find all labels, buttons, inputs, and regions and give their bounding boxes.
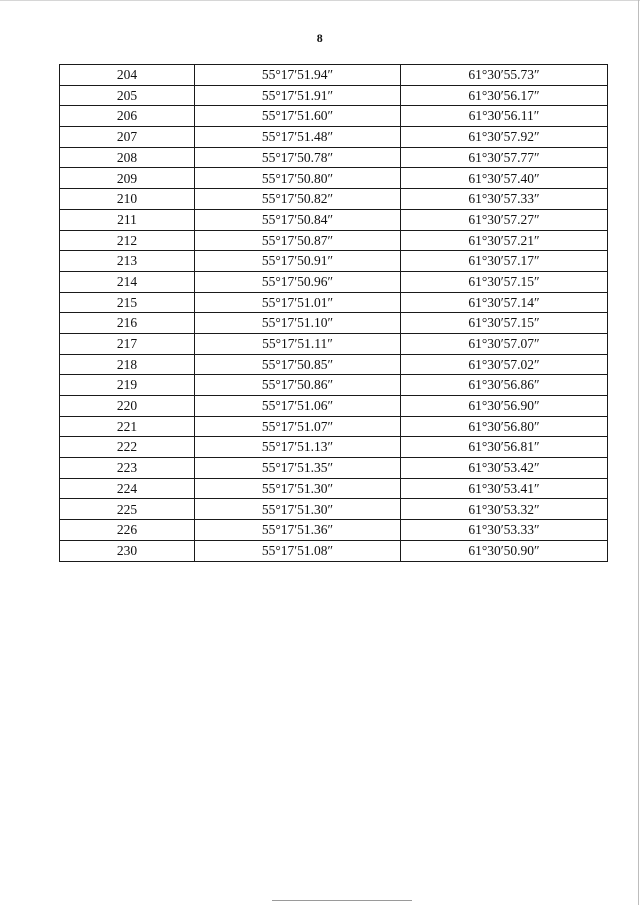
- longitude-cell: 61°30′57.21″: [401, 230, 608, 251]
- point-number-cell: 214: [60, 271, 195, 292]
- latitude-cell: 55°17′51.07″: [195, 416, 401, 437]
- page-bottom-mark: [272, 900, 412, 901]
- point-number-cell: 215: [60, 292, 195, 313]
- point-number-cell: 206: [60, 106, 195, 127]
- point-number-cell: 216: [60, 313, 195, 334]
- point-number-cell: 221: [60, 416, 195, 437]
- longitude-cell: 61°30′57.02″: [401, 354, 608, 375]
- longitude-cell: 61°30′53.42″: [401, 458, 608, 479]
- latitude-cell: 55°17′50.84″: [195, 209, 401, 230]
- latitude-cell: 55°17′51.48″: [195, 127, 401, 148]
- longitude-cell: 61°30′57.33″: [401, 189, 608, 210]
- table-row: [60, 106, 608, 127]
- longitude-cell: 61°30′55.73″: [401, 65, 608, 86]
- latitude-cell: 55°17′51.94″: [195, 65, 401, 86]
- latitude-cell: 55°17′50.78″: [195, 147, 401, 168]
- table-row: [60, 520, 608, 541]
- point-number-cell: 204: [60, 65, 195, 86]
- longitude-cell: 61°30′57.27″: [401, 209, 608, 230]
- latitude-cell: 55°17′50.82″: [195, 189, 401, 210]
- table-row: [60, 85, 608, 106]
- longitude-cell: 61°30′53.32″: [401, 499, 608, 520]
- point-number-cell: 224: [60, 478, 195, 499]
- point-number-cell: 218: [60, 354, 195, 375]
- latitude-cell: 55°17′51.35″: [195, 458, 401, 479]
- point-number-cell: 207: [60, 127, 195, 148]
- longitude-cell: 61°30′53.33″: [401, 520, 608, 541]
- longitude-cell: 61°30′57.92″: [401, 127, 608, 148]
- table-row: [60, 416, 608, 437]
- coordinates-table-body: [60, 65, 608, 562]
- table-row: [60, 251, 608, 272]
- point-number-cell: 219: [60, 375, 195, 396]
- longitude-cell: 61°30′57.77″: [401, 147, 608, 168]
- longitude-cell: 61°30′56.17″: [401, 85, 608, 106]
- page-number: 8: [316, 31, 324, 45]
- longitude-cell: 61°30′53.41″: [401, 478, 608, 499]
- point-number-cell: 225: [60, 499, 195, 520]
- latitude-cell: 55°17′50.85″: [195, 354, 401, 375]
- latitude-cell: 55°17′51.10″: [195, 313, 401, 334]
- table-row: [60, 168, 608, 189]
- latitude-cell: 55°17′51.08″: [195, 540, 401, 561]
- table-row: [60, 396, 608, 417]
- longitude-cell: 61°30′56.90″: [401, 396, 608, 417]
- table-row: [60, 147, 608, 168]
- point-number-cell: 213: [60, 251, 195, 272]
- point-number-cell: 211: [60, 209, 195, 230]
- latitude-cell: 55°17′50.96″: [195, 271, 401, 292]
- point-number-cell: 212: [60, 230, 195, 251]
- table-row: [60, 437, 608, 458]
- longitude-cell: 61°30′57.14″: [401, 292, 608, 313]
- latitude-cell: 55°17′51.01″: [195, 292, 401, 313]
- longitude-cell: 61°30′57.17″: [401, 251, 608, 272]
- longitude-cell: 61°30′57.40″: [401, 168, 608, 189]
- latitude-cell: 55°17′51.06″: [195, 396, 401, 417]
- table-row: [60, 65, 608, 86]
- latitude-cell: 55°17′51.11″: [195, 333, 401, 354]
- table-row: [60, 292, 608, 313]
- point-number-cell: 205: [60, 85, 195, 106]
- longitude-cell: 61°30′56.11″: [401, 106, 608, 127]
- table-row: [60, 189, 608, 210]
- table-row: [60, 499, 608, 520]
- latitude-cell: 55°17′51.91″: [195, 85, 401, 106]
- latitude-cell: 55°17′50.86″: [195, 375, 401, 396]
- point-number-cell: 210: [60, 189, 195, 210]
- table-row: [60, 230, 608, 251]
- point-number-cell: 208: [60, 147, 195, 168]
- longitude-cell: 61°30′57.15″: [401, 271, 608, 292]
- longitude-cell: 61°30′56.80″: [401, 416, 608, 437]
- table-row: [60, 458, 608, 479]
- longitude-cell: 61°30′57.07″: [401, 333, 608, 354]
- table-row: [60, 209, 608, 230]
- page-edge-right: [638, 0, 639, 905]
- longitude-cell: 61°30′50.90″: [401, 540, 608, 561]
- latitude-cell: 55°17′51.60″: [195, 106, 401, 127]
- point-number-cell: 209: [60, 168, 195, 189]
- latitude-cell: 55°17′51.30″: [195, 499, 401, 520]
- point-number-cell: 223: [60, 458, 195, 479]
- latitude-cell: 55°17′51.13″: [195, 437, 401, 458]
- latitude-cell: 55°17′50.80″: [195, 168, 401, 189]
- longitude-cell: 61°30′56.86″: [401, 375, 608, 396]
- table-row: [60, 354, 608, 375]
- point-number-cell: 226: [60, 520, 195, 541]
- table-row: [60, 375, 608, 396]
- point-number-cell: 217: [60, 333, 195, 354]
- point-number-cell: 220: [60, 396, 195, 417]
- latitude-cell: 55°17′50.91″: [195, 251, 401, 272]
- table-row: [60, 540, 608, 561]
- longitude-cell: 61°30′56.81″: [401, 437, 608, 458]
- table-row: [60, 313, 608, 334]
- coordinates-table: [59, 64, 608, 562]
- table-row: [60, 271, 608, 292]
- table-row: [60, 333, 608, 354]
- latitude-cell: 55°17′51.30″: [195, 478, 401, 499]
- table-row: [60, 478, 608, 499]
- point-number-cell: 230: [60, 540, 195, 561]
- page-edge-top: [0, 0, 640, 1]
- latitude-cell: 55°17′51.36″: [195, 520, 401, 541]
- point-number-cell: 222: [60, 437, 195, 458]
- table-row: [60, 127, 608, 148]
- latitude-cell: 55°17′50.87″: [195, 230, 401, 251]
- longitude-cell: 61°30′57.15″: [401, 313, 608, 334]
